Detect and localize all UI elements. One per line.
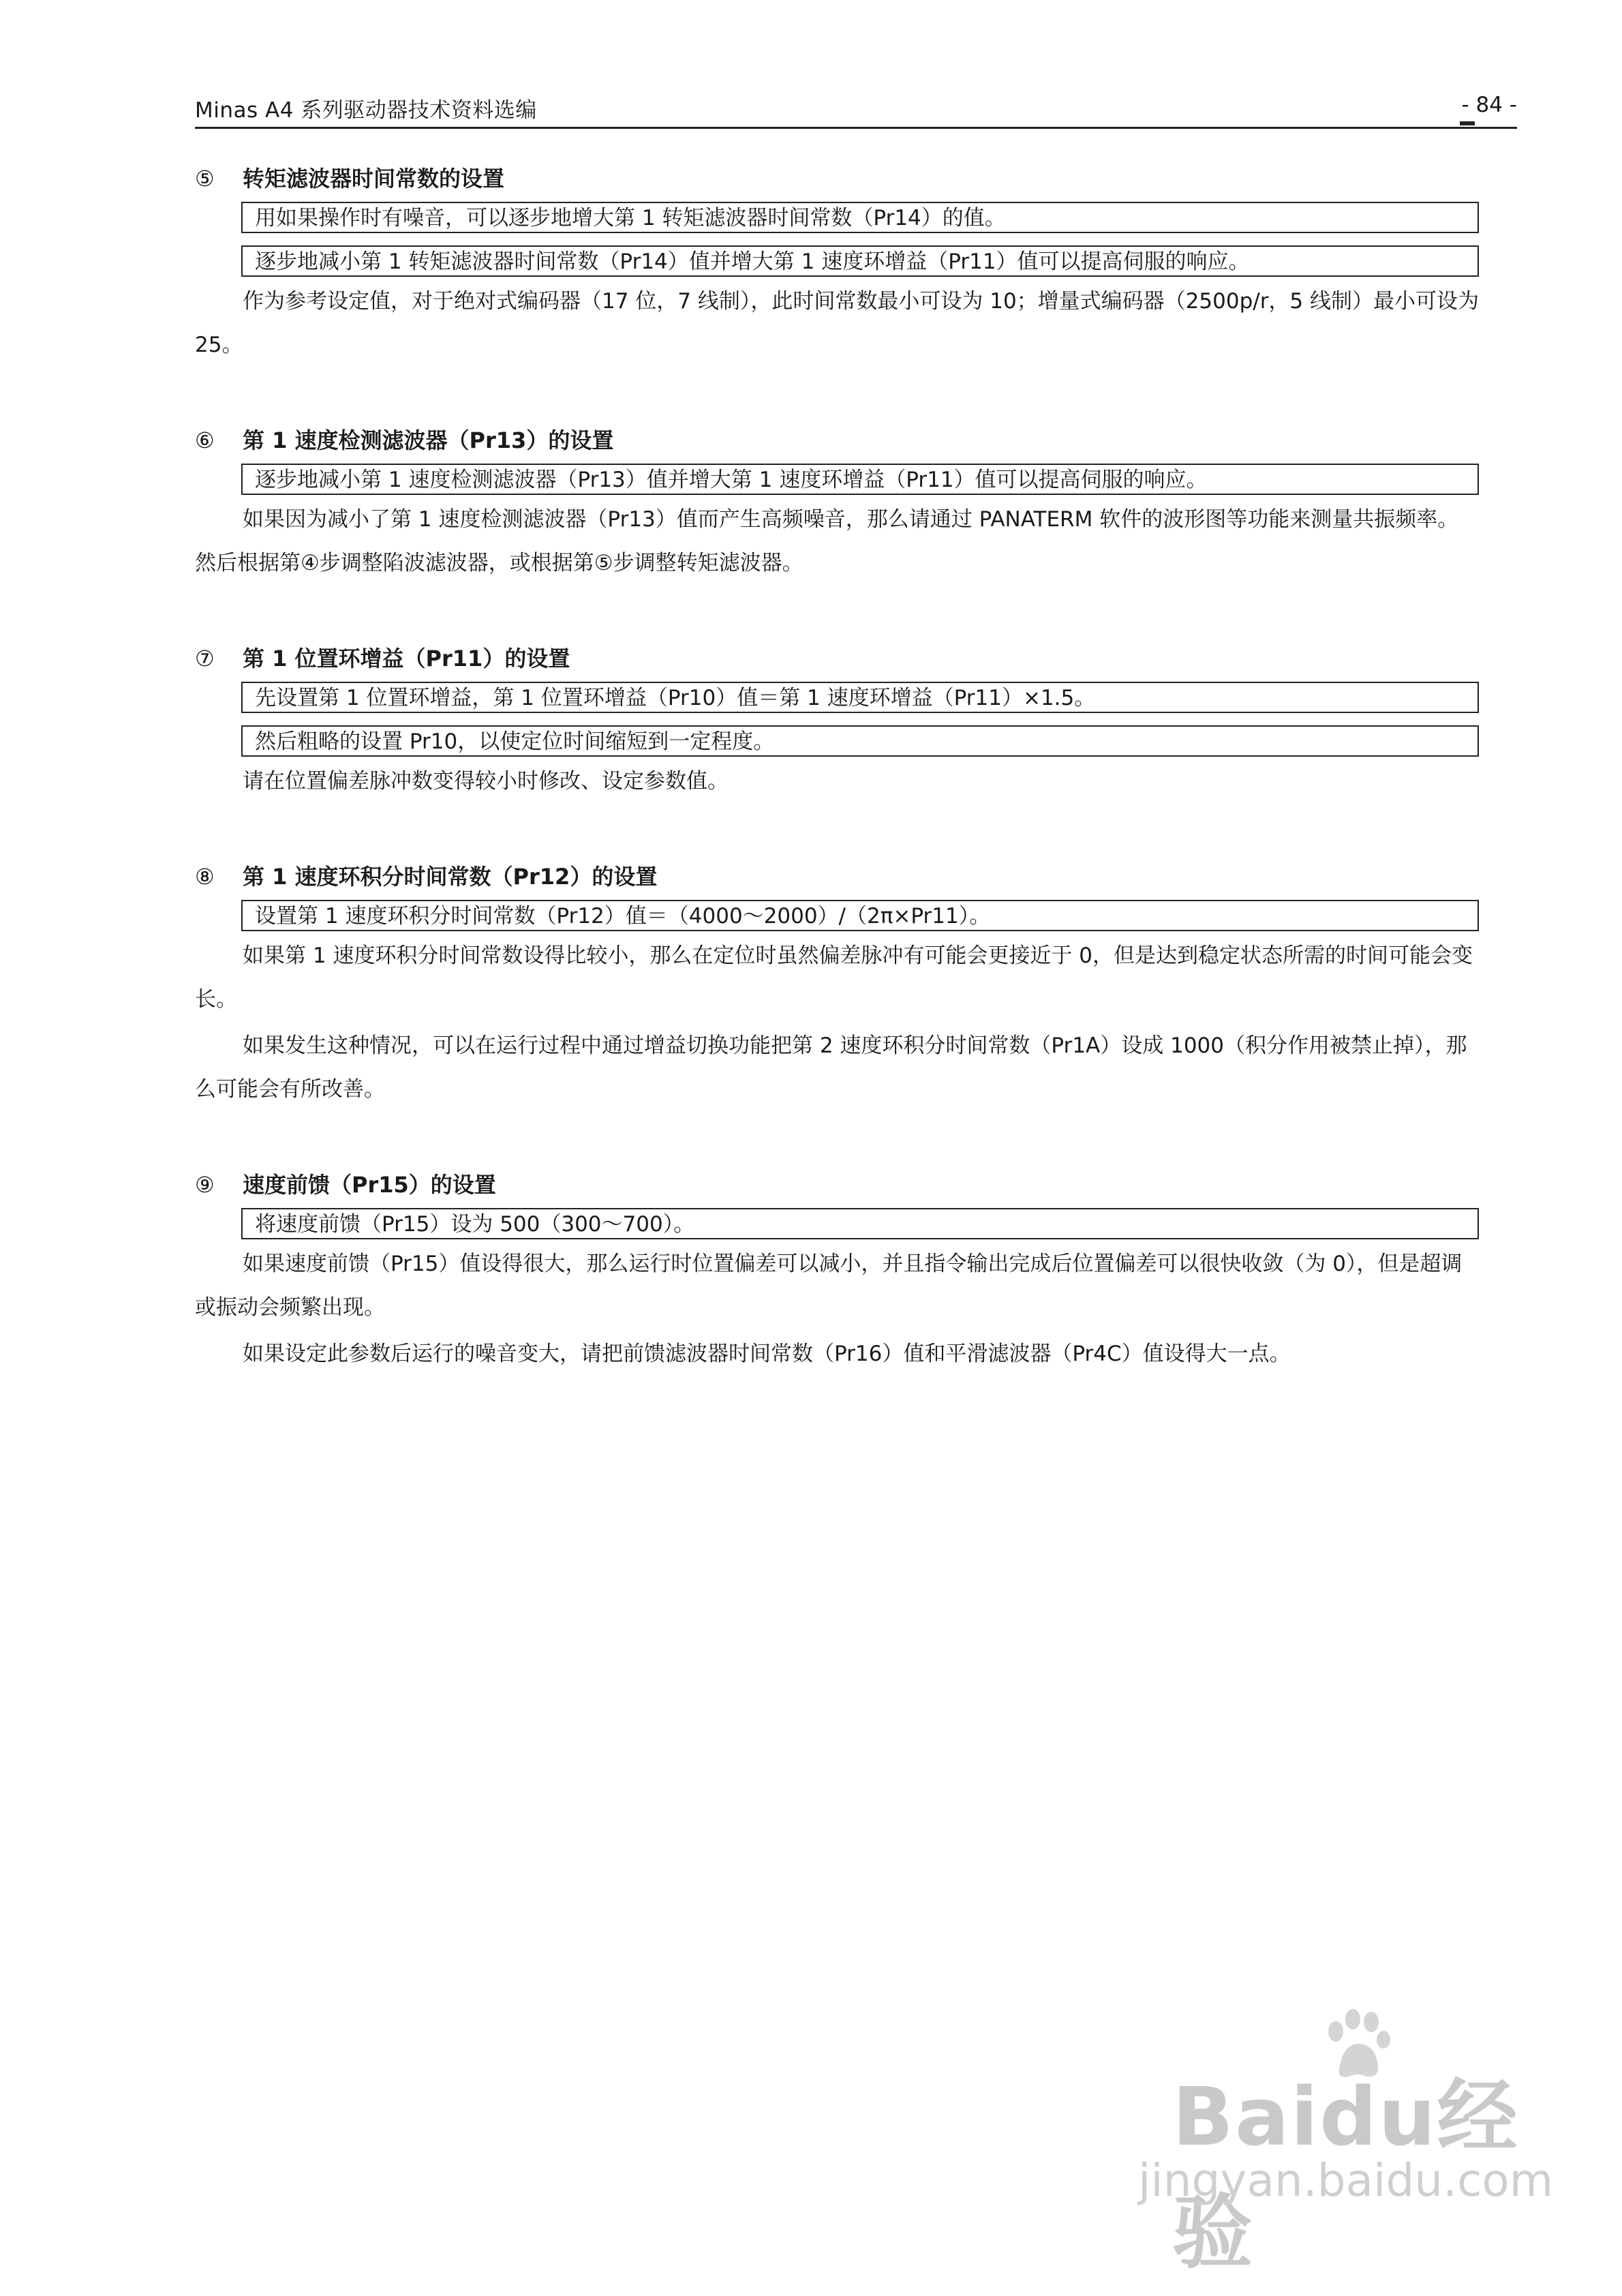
section-speed-feedforward: [195, 1164, 1517, 1376]
boxed-instruction: 用如果操作时有噪音，可以逐步地增大第 1 转矩滤波器时间常数（Pr14）的值。: [241, 202, 1479, 233]
watermark-brand: Baidu经验: [1172, 2070, 1519, 2280]
section-title: 第 1 速度环积分时间常数（Pr12）的设置: [243, 864, 658, 890]
paragraph: 如果因为减小了第 1 速度检测滤波器（Pr13）值而产生高频噪音，那么请通过 PANATERM 软件的波形图等功能来测量共振频率。然后根据第④步调整陷波滤波器，或根据第⑤步调整转矩滤波器。: [195, 507, 1459, 575]
boxed-instruction: 然后粗略的设置 Pr10，以使定位时间缩短到一定程度。: [241, 725, 1479, 757]
section-heading: [195, 1164, 1517, 1205]
watermark-url: jingyan.baidu.com: [1138, 2154, 1554, 2207]
section-title: 速度前馈（Pr15）的设置: [243, 1172, 496, 1198]
boxed-instruction: 逐步地减小第 1 速度检测滤波器（Pr13）值并增大第 1 速度环增益（Pr11）值可以提高伺服的响应。: [241, 464, 1479, 495]
section-number: ⑨: [195, 1172, 215, 1198]
boxed-instruction: 逐步地减小第 1 转矩滤波器时间常数（Pr14）值并增大第 1 速度环增益（Pr11）值可以提高伺服的响应。: [241, 245, 1479, 277]
paragraph: 如果速度前馈（Pr15）值设得很大，那么运行时位置偏差可以减小，并且指令输出完成后位置偏差可以很快收敛（为 0），但是超调或振动会频繁出现。: [195, 1252, 1463, 1320]
page-header: [195, 87, 1517, 129]
section-heading: [195, 856, 1517, 897]
page-number-underline: [1460, 121, 1475, 125]
section-number: ⑤: [195, 166, 215, 192]
boxed-instruction: 将速度前馈（Pr15）设为 500（300～700）。: [241, 1208, 1479, 1239]
section-speed-integral-time: [195, 856, 1517, 1111]
document-body: [195, 158, 1517, 1429]
document-title: Minas A4 系列驱动器技术资料选编: [195, 98, 537, 123]
page-number: - 84 -: [1461, 93, 1517, 117]
section-title: 第 1 位置环增益（Pr11）的设置: [243, 646, 570, 671]
section-speed-detection-filter: [195, 420, 1517, 585]
boxed-instruction: 设置第 1 速度环积分时间常数（Pr12）值＝（4000～2000）/（2π×Pr11）。: [241, 900, 1479, 931]
section-heading: [195, 420, 1517, 461]
paragraph: 作为参考设定值，对于绝对式编码器（17 位，7 线制），此时间常数最小可设为 10；增量式编码器（2500p/r，5 线制）最小可设为 25。: [195, 289, 1480, 357]
section-title: 第 1 速度检测滤波器（Pr13）的设置: [243, 427, 614, 453]
baidu-watermark: [1118, 1977, 1554, 2280]
section-position-loop-gain: [195, 638, 1517, 803]
section-title: 转矩滤波器时间常数的设置: [243, 166, 505, 192]
paragraph: 如果发生这种情况，可以在运行过程中通过增益切换功能把第 2 速度环积分时间常数（Pr1A）设成 1000（积分作用被禁止掉），那么可能会有所改善。: [195, 1033, 1467, 1102]
paragraph: 请在位置偏差脉冲数变得较小时修改、设定参数值。: [243, 769, 729, 794]
section-number: ⑦: [195, 646, 215, 671]
paragraph: 如果第 1 速度环积分时间常数设得比较小，那么在定位时虽然偏差脉冲有可能会更接近于 0，但是达到稳定状态所需的时间可能会变长。: [195, 943, 1473, 1012]
boxed-instruction: 先设置第 1 位置环增益，第 1 位置环增益（Pr10）值＝第 1 速度环增益（Pr11）×1.5。: [241, 682, 1479, 713]
section-number: ⑥: [195, 427, 215, 453]
section-heading: [195, 638, 1517, 679]
section-torque-filter: [195, 158, 1517, 367]
section-number: ⑧: [195, 864, 215, 890]
paragraph: 如果设定此参数后运行的噪音变大，请把前馈滤波器时间常数（Pr16）值和平滑滤波器（Pr4C）值设得大一点。: [243, 1342, 1291, 1366]
section-heading: [195, 158, 1517, 199]
